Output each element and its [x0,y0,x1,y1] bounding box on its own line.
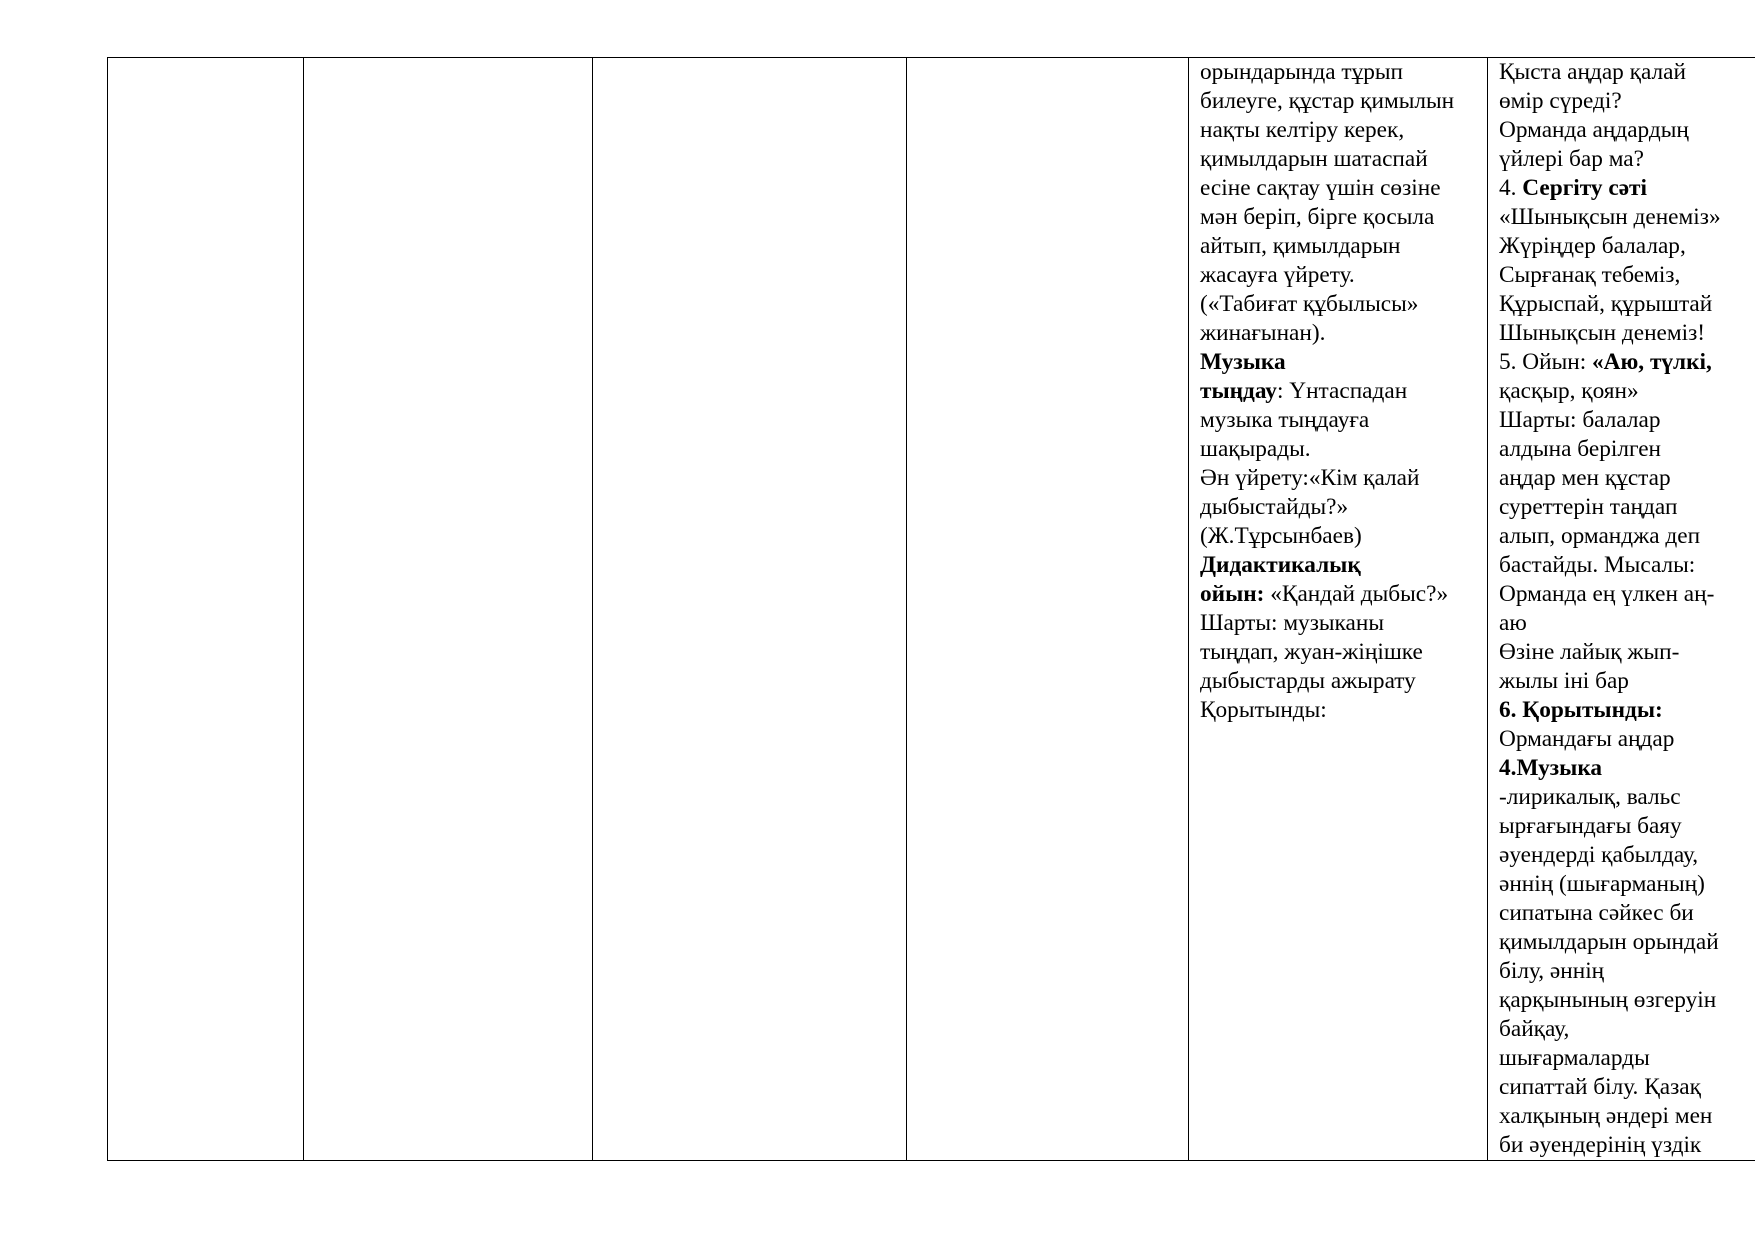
text-run: шығармаларды [1499,1045,1650,1071]
text-run: мән беріп, бірге қосыла [1200,204,1435,230]
table-cell-col3 [593,58,907,1161]
text-run: Орманда ең үлкен аң- [1499,581,1715,607]
text-line [1200,580,1483,609]
text-line [1499,232,1751,261]
text-line [1499,116,1751,145]
text-line [1200,493,1483,522]
text-line [1499,1102,1751,1131]
bold-text-run: 4.Музыка [1499,755,1603,781]
text-run: әннің (шығарманың) [1499,871,1705,897]
text-line [1200,203,1483,232]
text-line [1200,348,1483,377]
text-line [1200,58,1483,87]
text-line [1200,464,1483,493]
text-line [1499,696,1751,725]
text-line [1499,1131,1751,1160]
bold-text-run: Музыка [1200,349,1286,375]
col6-text [1488,58,1755,1160]
text-run: Орманда аңдардың [1499,117,1689,143]
text-run: Жүріңдер балалар, [1499,233,1686,259]
text-run: алып, орманджа деп [1499,523,1701,549]
text-run: Құрыспай, құрыштай [1499,291,1713,317]
text-run: Қорытынды: [1200,697,1327,723]
bold-text-run: ойын: [1200,581,1265,607]
text-line [1499,986,1751,1015]
text-line [1499,812,1751,841]
text-run: 5. Ойын: [1499,349,1593,375]
text-line [1499,319,1751,348]
text-line [1200,435,1483,464]
bold-text-run: тыңдау [1200,378,1277,404]
table-cell-col2 [304,58,593,1161]
text-run: білу, әннің [1499,958,1605,984]
text-line [1499,551,1751,580]
text-line [1499,1073,1751,1102]
text-line [1200,377,1483,406]
text-line [1499,1015,1751,1044]
text-run: тыңдап, жуан-жіңішке [1200,639,1423,665]
text-run: суреттерін таңдап [1499,494,1678,520]
table-cell-col1 [108,58,304,1161]
bold-text-run: Сергіту сәті [1522,175,1647,201]
text-run: үйлері бар ма? [1499,146,1644,172]
text-run: Шарты: балалар [1499,407,1661,433]
text-run: 4. [1499,175,1523,201]
text-run: қарқынының өзгеруін [1499,987,1717,1013]
text-run: -лирикалық, вальс [1499,784,1681,810]
text-run: алдына берілген [1499,436,1661,462]
text-run: жасауға үйрету. [1200,262,1355,288]
text-line [1499,870,1751,899]
text-line [1499,145,1751,174]
bold-text-run: «Аю, түлкі, [1592,349,1712,375]
text-run: : Үнтаспадан [1276,378,1408,404]
text-line [1499,522,1751,551]
text-run: Өзіне лайық жып- [1499,639,1680,665]
text-line [1200,638,1483,667]
col5-text [1189,58,1487,725]
text-line [1200,696,1483,725]
text-line [1499,580,1751,609]
text-line [1200,232,1483,261]
table-cell-col6 [1488,58,1755,1161]
table-cell-col4 [907,58,1189,1161]
text-line [1499,1044,1751,1073]
text-run: сипаттай білу. Қазақ [1499,1074,1701,1100]
text-run: халқының әндері мен [1499,1103,1713,1129]
text-line [1499,464,1751,493]
text-line [1499,638,1751,667]
text-line [1499,406,1751,435]
text-run: аю [1499,610,1527,636]
text-run: Ән үйрету:«Кім қалай [1200,465,1420,491]
text-line [1499,725,1751,754]
text-run: музыка тыңдауға [1200,407,1370,433]
text-line [1200,116,1483,145]
text-run: «Шынықсын денеміз» [1499,204,1721,230]
text-run: қимылдарын шатаспай [1200,146,1428,172]
text-run: Шарты: музыканы [1200,610,1384,636]
text-run: ырғағындағы баяу [1499,813,1682,839]
text-line [1200,667,1483,696]
text-run: (Ж.Тұрсынбаев) [1200,523,1362,549]
text-run: байқау, [1499,1016,1570,1042]
text-run: орындарында тұрып [1200,59,1403,85]
text-line [1499,667,1751,696]
table-cell-col5 [1189,58,1488,1161]
text-run: Шынықсын денеміз! [1499,320,1706,346]
text-run: Қыста аңдар қалай [1499,59,1686,85]
text-run: сипатына сәйкес би [1499,900,1694,926]
text-line [1200,145,1483,174]
text-line [1499,87,1751,116]
text-line [1499,493,1751,522]
text-run: аңдар мен құстар [1499,465,1671,491]
text-line [1200,261,1483,290]
text-run: жинағынан). [1200,320,1326,346]
text-line [1499,203,1751,232]
text-run: жылы іні бар [1499,668,1629,694]
text-run: бастайды. Мысалы: [1499,552,1696,578]
text-run: шақырады. [1200,436,1311,462]
text-run: би әуендерінің үздік [1499,1132,1702,1158]
bold-text-run: Дидактикалық [1200,552,1361,578]
bold-text-run: 6. Қорытынды: [1499,697,1663,723]
text-run: қимылдарын орындай [1499,929,1719,955]
text-line [1200,87,1483,116]
text-line [1200,174,1483,203]
text-run: «Қандай дыбыс?» [1264,581,1449,607]
text-line [1499,377,1751,406]
text-run: қасқыр, қоян» [1499,378,1639,404]
text-line [1499,174,1751,203]
text-run: («Табиғат құбылысы» [1200,291,1419,317]
text-line [1200,406,1483,435]
text-run: Сырғанақ тебеміз, [1499,262,1681,288]
text-line [1499,609,1751,638]
text-line [1499,261,1751,290]
text-line [1499,290,1751,319]
text-line [1499,783,1751,812]
text-line [1200,551,1483,580]
text-run: нақты келтіру керек, [1200,117,1405,143]
text-line [1200,319,1483,348]
text-run: әуендерді қабылдау, [1499,842,1699,868]
text-line [1499,899,1751,928]
text-line [1200,290,1483,319]
text-line [1499,841,1751,870]
text-line [1200,609,1483,638]
text-run: дыбыстарды ажырату [1200,668,1416,694]
text-run: айтып, қимылдарын [1200,233,1401,259]
table-row [108,58,1755,1161]
text-run: Ормандағы аңдар [1499,726,1675,752]
text-line [1499,957,1751,986]
lesson-plan-table [107,57,1755,1161]
text-run: билеуге, құстар қимылын [1200,88,1455,114]
text-line [1200,522,1483,551]
text-run: дыбыстайды?» [1200,494,1349,520]
text-line [1499,435,1751,464]
text-line [1499,348,1751,377]
text-run: есіне сақтау үшін сөзіне [1200,175,1441,201]
text-line [1499,754,1751,783]
text-line [1499,58,1751,87]
text-line [1499,928,1751,957]
text-run: өмір сүреді? [1499,88,1622,114]
